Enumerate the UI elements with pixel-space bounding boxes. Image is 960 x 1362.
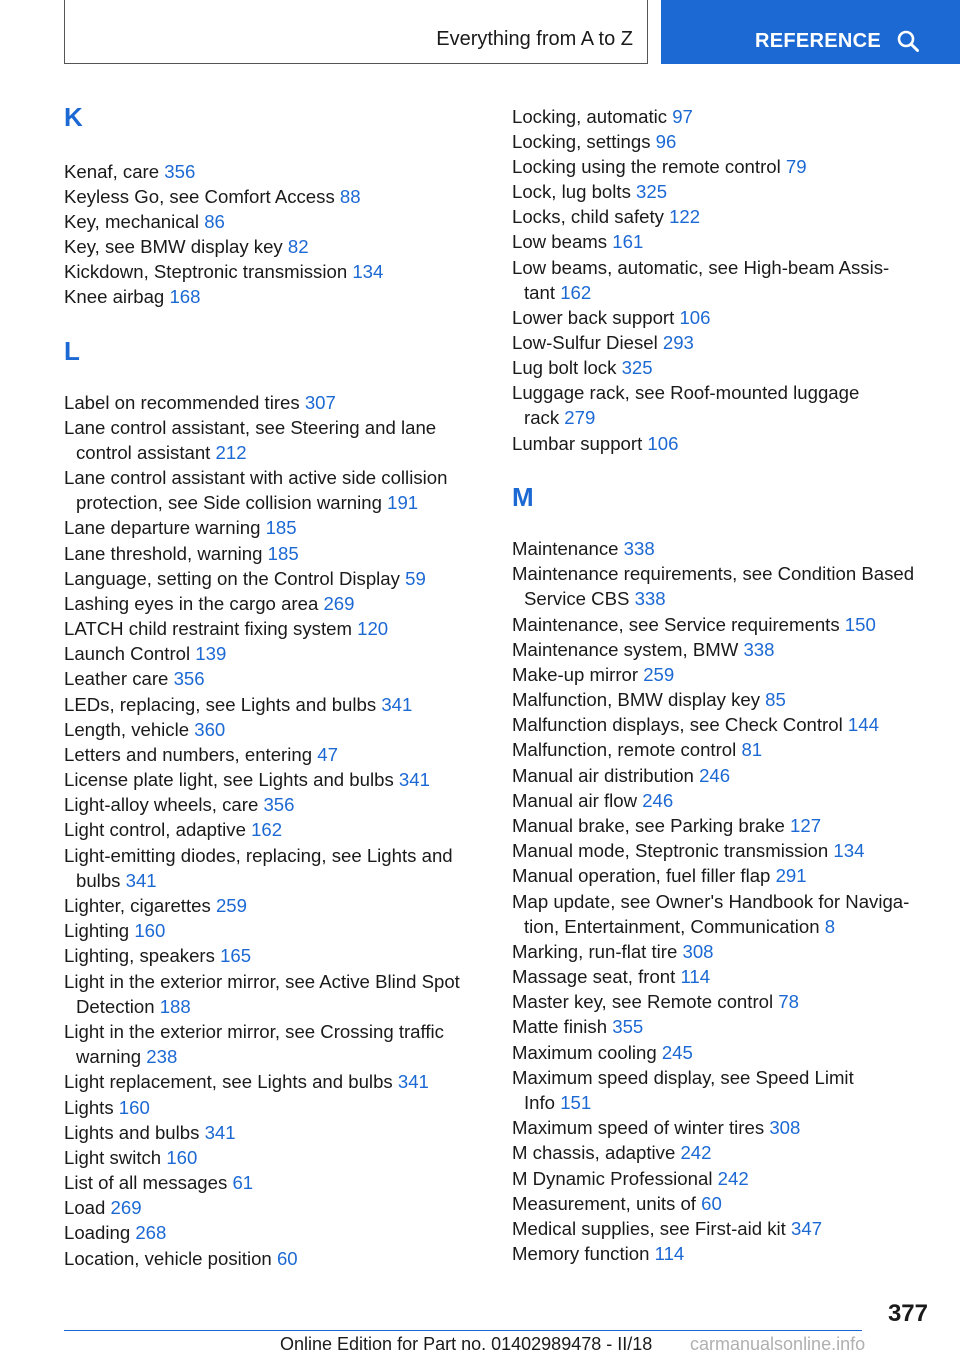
index-entry: Lane control assistant, see Steering and lane control assistant 212: [64, 417, 437, 464]
index-entry: Light in the exterior mirror, see Crossing traffic warning 238: [64, 1021, 444, 1068]
edition-note: Online Edition for Part no. 01402989478 - II/18: [280, 1334, 653, 1354]
index-entry: Lumbar support 106: [512, 433, 679, 454]
index-entry: Key, mechanical 86: [64, 211, 225, 232]
index-entry: Lower back support 106: [512, 307, 711, 328]
footer-divider: [64, 1330, 862, 1331]
page-link[interactable]: 160: [134, 920, 166, 941]
page-link[interactable]: 268: [135, 1222, 167, 1243]
index-entry: Maintenance 338: [512, 538, 655, 559]
page-link[interactable]: 341: [125, 870, 157, 892]
page-link[interactable]: 185: [265, 517, 297, 538]
page-link[interactable]: 134: [352, 261, 384, 282]
index-entry: Maximum cooling 245: [512, 1042, 693, 1063]
page-link[interactable]: 86: [204, 211, 225, 232]
index-entry: LEDs, replacing, see Lights and bulbs 341: [64, 694, 413, 715]
index-entry: Low-Sulfur Diesel 293: [512, 332, 694, 353]
index-entry: Loading 268: [64, 1222, 167, 1243]
page-link[interactable]: 242: [680, 1142, 712, 1163]
index-entry: Label on recommended tires 307: [64, 392, 336, 413]
page-link[interactable]: 356: [164, 161, 196, 182]
section-title: Everything from A to Z: [436, 28, 633, 50]
page-link[interactable]: 341: [398, 769, 430, 790]
index-entry: Matte finish 355: [512, 1016, 644, 1037]
page-link[interactable]: 106: [647, 433, 679, 454]
page-link[interactable]: 188: [159, 996, 191, 1018]
index-entry: Light-alloy wheels, care 356: [64, 794, 295, 815]
page-link[interactable]: 151: [560, 1092, 592, 1114]
index-entry: Lights 160: [64, 1097, 150, 1118]
index-entry: Lock, lug bolts 325: [512, 181, 668, 202]
page-link[interactable]: 246: [699, 765, 731, 786]
page-link[interactable]: 356: [263, 794, 295, 815]
reference-tab-label: REFERENCE: [755, 30, 882, 52]
index-entry: Measurement, units of 60: [512, 1193, 722, 1214]
page-link[interactable]: 308: [682, 941, 714, 962]
index-entry: Luggage rack, see Roof-mounted luggage rack 279: [512, 382, 860, 429]
page-link[interactable]: 122: [669, 206, 701, 227]
index-entry: Medical supplies, see First-aid kit 347: [512, 1218, 823, 1239]
index-entry: Light switch 160: [64, 1147, 198, 1168]
page-link[interactable]: 293: [662, 332, 694, 353]
index-entry: Locking, settings 96: [512, 131, 677, 152]
index-entry: Launch Control 139: [64, 643, 227, 664]
page-link[interactable]: 161: [612, 231, 644, 252]
page-link[interactable]: 162: [251, 819, 283, 840]
page-link[interactable]: 60: [276, 1248, 298, 1269]
page-link[interactable]: 338: [743, 639, 775, 660]
section-header: [64, 0, 648, 64]
page-link[interactable]: 245: [661, 1042, 693, 1063]
page-link[interactable]: 88: [339, 186, 361, 207]
index-entry: Memory function 114: [512, 1243, 685, 1264]
page-link[interactable]: 291: [775, 865, 807, 886]
page-link[interactable]: 347: [791, 1218, 823, 1239]
page-link[interactable]: 96: [655, 131, 677, 152]
page-link[interactable]: 134: [833, 840, 865, 861]
page-link[interactable]: 356: [173, 668, 205, 689]
page-link[interactable]: 338: [623, 538, 655, 559]
index-entry: Kenaf, care 356: [64, 161, 196, 182]
index-entry: Location, vehicle position 60: [64, 1248, 298, 1269]
index-entry: Lane threshold, warning 185: [64, 543, 299, 564]
page-link[interactable]: 150: [844, 614, 876, 635]
index-entry: Manual mode, Steptronic transmission 134: [512, 840, 865, 861]
page-link[interactable]: 325: [621, 357, 653, 378]
page-link[interactable]: 308: [769, 1117, 801, 1138]
index-entry: Marking, run-flat tire 308: [512, 941, 714, 962]
page-link[interactable]: 114: [654, 1243, 685, 1264]
page-link[interactable]: 212: [215, 442, 247, 464]
index-entry: Length, vehicle 360: [64, 719, 226, 740]
page-link[interactable]: 242: [717, 1168, 749, 1189]
page-link[interactable]: 279: [564, 407, 596, 429]
index-entry: Maximum speed of winter tires 308: [512, 1117, 801, 1138]
index-entry: Lashing eyes in the cargo area 269: [64, 593, 355, 614]
index-entry: Language, setting on the Control Display 59: [64, 568, 426, 589]
page-link[interactable]: 120: [357, 618, 389, 639]
page-link[interactable]: 144: [847, 714, 879, 735]
page-link[interactable]: 259: [215, 895, 247, 916]
index-entry: Manual operation, fuel filler flap 291: [512, 865, 807, 886]
page-link[interactable]: 259: [643, 664, 675, 685]
page-link[interactable]: 8: [824, 916, 836, 938]
index-entry: Lug bolt lock 325: [512, 357, 653, 378]
index-entry: Light replacement, see Lights and bulbs 341: [64, 1071, 429, 1092]
index-entry: Load 269: [64, 1197, 142, 1218]
page-link[interactable]: 127: [790, 815, 822, 836]
section-letter-l: L: [64, 336, 80, 366]
index-entry: Key, see BMW display key 82: [64, 236, 309, 257]
index-entry: Letters and numbers, entering 47: [64, 744, 338, 765]
page-number: 377: [887, 1300, 928, 1327]
page-link[interactable]: 325: [636, 181, 668, 202]
index-entry: M chassis, adaptive 242: [512, 1142, 712, 1163]
page-link[interactable]: 139: [195, 643, 227, 664]
page-link[interactable]: 160: [166, 1147, 198, 1168]
page-link[interactable]: 307: [304, 392, 336, 413]
page-link[interactable]: 269: [110, 1197, 142, 1218]
page-link[interactable]: 360: [194, 719, 226, 740]
page-link[interactable]: 191: [387, 492, 419, 514]
page-link[interactable]: 61: [232, 1172, 254, 1193]
index-entry: Light-emitting diodes, replacing, see Lights and bulbs 341: [64, 845, 453, 892]
index-entry: Lane departure warning 185: [64, 517, 297, 538]
page-link[interactable]: 269: [323, 593, 355, 614]
index-entry: Malfunction, BMW display key 85: [512, 689, 786, 710]
page-link[interactable]: 106: [679, 307, 711, 328]
index-entry: Massage seat, front 114: [512, 966, 711, 987]
index-entry: Locking using the remote control 79: [512, 156, 807, 177]
page-link[interactable]: 168: [169, 286, 201, 307]
page-link[interactable]: 338: [634, 588, 666, 610]
index-entry: Make-up mirror 259: [512, 664, 675, 685]
index-entry: Lane control assistant with active side collision protection, see Side collision warning 191: [64, 467, 448, 514]
page-link[interactable]: 160: [118, 1097, 150, 1118]
page-link[interactable]: 246: [642, 790, 674, 811]
index-entry: Manual air distribution 246: [512, 765, 731, 786]
index-entry: Lighting, speakers 165: [64, 945, 252, 966]
page-link[interactable]: 185: [267, 543, 299, 564]
index-entry: Knee airbag 168: [64, 286, 201, 307]
index-entry: Kickdown, Steptronic transmission 134: [64, 261, 384, 282]
reference-tab[interactable]: [661, 0, 960, 64]
index-entry: Locks, child safety 122: [512, 206, 701, 227]
index-entry: License plate light, see Lights and bulbs 341: [64, 769, 430, 790]
watermark-text: carmanualsonline.info: [690, 1334, 866, 1354]
index-entry: LATCH child restraint fixing system 120: [64, 618, 389, 639]
page-link[interactable]: 59: [405, 568, 426, 589]
index-entry: Light control, adaptive 162: [64, 819, 283, 840]
page-link[interactable]: 341: [397, 1071, 429, 1092]
index-entry: Lights and bulbs 341: [64, 1122, 236, 1143]
index-entry: Maintenance requirements, see Condition Based Service CBS 338: [512, 563, 915, 610]
index-entry: Master key, see Remote control 78: [512, 991, 799, 1012]
page-link[interactable]: 81: [741, 739, 763, 760]
section-letter-m: M: [512, 482, 534, 512]
index-entry: Lighting 160: [64, 920, 166, 941]
page-link[interactable]: 60: [701, 1193, 722, 1214]
index-entry: Manual brake, see Parking brake 127: [512, 815, 822, 836]
index-entry: Maximum speed display, see Speed Limit Info 151: [512, 1067, 854, 1114]
index-entry: Map update, see Owner's Handbook for Naviga- tion, Entertainment, Communication 8: [512, 891, 910, 938]
search-icon: [897, 30, 919, 52]
page-link[interactable]: 341: [381, 694, 413, 715]
index-entry: Maintenance system, BMW 338: [512, 639, 775, 660]
index-entry: Manual air flow 246: [512, 790, 674, 811]
index-entry: M Dynamic Professional 242: [512, 1168, 749, 1189]
page-link[interactable]: 162: [560, 282, 592, 304]
index-entry: Keyless Go, see Comfort Access 88: [64, 186, 361, 207]
page-link[interactable]: 78: [778, 991, 799, 1012]
page-link[interactable]: 85: [765, 689, 786, 710]
page-link[interactable]: 97: [672, 106, 693, 127]
index-entry: Locking, automatic 97: [512, 106, 693, 127]
index-entry: Malfunction displays, see Check Control 144: [512, 714, 879, 735]
index-entry: Malfunction, remote control 81: [512, 739, 763, 760]
page-link[interactable]: 82: [287, 236, 309, 257]
page-link[interactable]: 47: [317, 744, 338, 765]
index-entry: Low beams, automatic, see High-beam Assis- tant 162: [512, 257, 890, 304]
index-entry: Low beams 161: [512, 231, 644, 252]
page-link[interactable]: 341: [204, 1122, 236, 1143]
index-entry: Maintenance, see Service requirements 150: [512, 614, 876, 635]
index-entry: List of all messages 61: [64, 1172, 254, 1193]
page-link[interactable]: 79: [785, 156, 807, 177]
index-entry: Lighter, cigarettes 259: [64, 895, 247, 916]
page-link[interactable]: 165: [220, 945, 252, 966]
page-link[interactable]: 238: [146, 1046, 178, 1068]
index-entry: Light in the exterior mirror, see Active Blind Spot Detection 188: [64, 971, 460, 1018]
section-letter-k: K: [64, 102, 83, 132]
page-link[interactable]: 355: [612, 1016, 644, 1037]
page-link[interactable]: 114: [680, 966, 711, 987]
index-entry: Leather care 356: [64, 668, 205, 689]
